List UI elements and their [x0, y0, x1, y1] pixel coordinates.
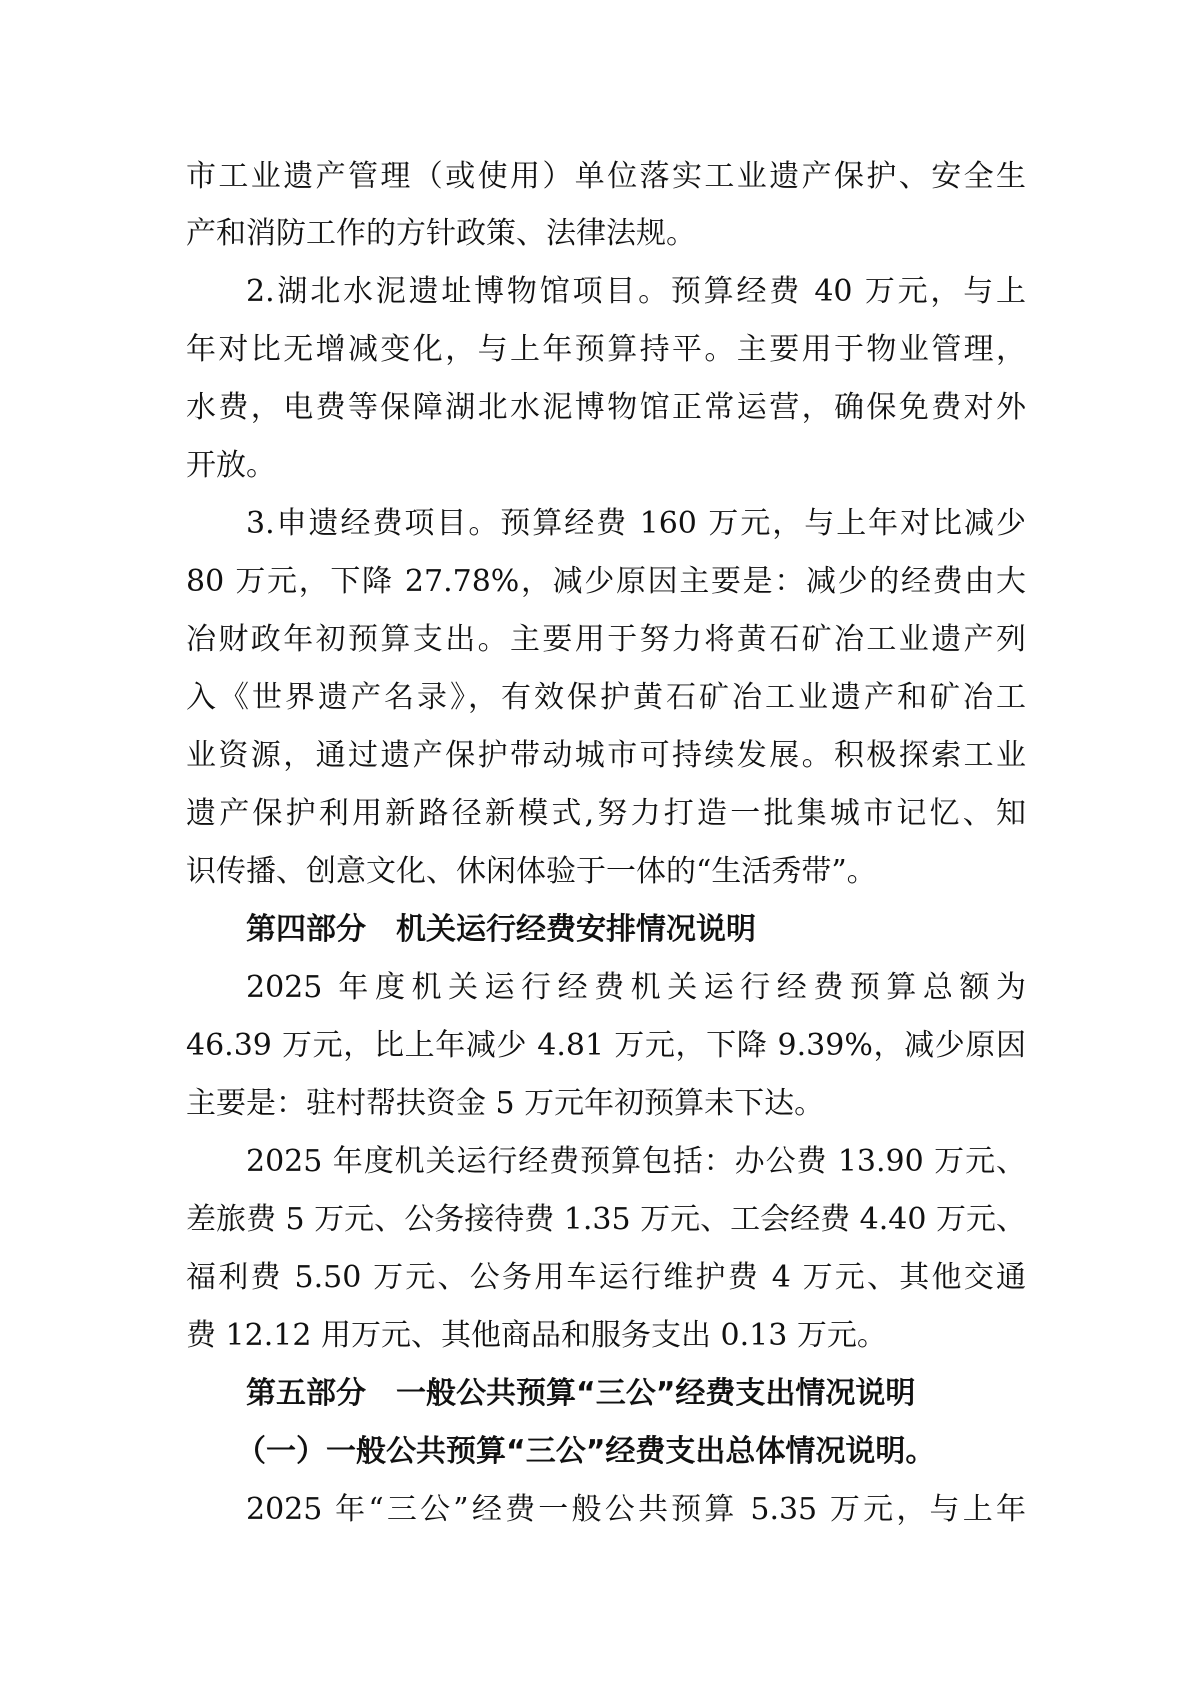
- paragraph-line: 2.湖北水泥遗址博物馆项目。预算经费 40 万元，与上: [246, 274, 1026, 309]
- paragraph-line: 业资源，通过遗产保护带动城市可持续发展。积极探索工业: [186, 738, 1026, 773]
- paragraph-line: 遗产保护利用新路径新模式,努力打造一批集城市记忆、知: [186, 796, 1026, 831]
- paragraph-line: 产和消防工作的方针政策、法律法规。: [186, 216, 696, 251]
- subsection-heading: （一）一般公共预算“三公”经费支出总体情况说明。: [236, 1434, 936, 1469]
- paragraph-line: 2025 年度机关运行经费机关运行经费预算总额为: [246, 970, 1026, 1005]
- paragraph-line: 3.申遗经费项目。预算经费 160 万元，与上年对比减少: [246, 506, 1026, 541]
- section-heading: 第五部分 一般公共预算“三公”经费支出情况说明: [246, 1376, 916, 1411]
- paragraph-line: 2025 年“三公”经费一般公共预算 5.35 万元，与上年: [246, 1492, 1026, 1527]
- paragraph-line: 市工业遗产管理（或使用）单位落实工业遗产保护、安全生: [186, 159, 1026, 194]
- paragraph-line: 识传播、创意文化、休闲体验于一体的“生活秀带”。: [186, 854, 877, 889]
- paragraph-line: 主要是：驻村帮扶资金 5 万元年初预算未下达。: [186, 1086, 825, 1121]
- section-heading: 第四部分 机关运行经费安排情况说明: [246, 912, 756, 947]
- paragraph-line: 水费，电费等保障湖北水泥博物馆正常运营，确保免费对外: [186, 390, 1026, 425]
- paragraph-line: 入《世界遗产名录》，有效保护黄石矿冶工业遗产和矿冶工: [186, 680, 1026, 715]
- paragraph-line: 开放。: [186, 448, 276, 483]
- paragraph-line: 年对比无增减变化，与上年预算持平。主要用于物业管理，: [186, 332, 1026, 367]
- paragraph-line: 冶财政年初预算支出。主要用于努力将黄石矿冶工业遗产列: [186, 622, 1026, 657]
- paragraph-line: 费 12.12 用万元、其他商品和服务支出 0.13 万元。: [186, 1318, 887, 1353]
- paragraph-line: 福利费 5.50 万元、公务用车运行维护费 4 万元、其他交通: [186, 1260, 1026, 1295]
- paragraph-line: 80 万元，下降 27.78%，减少原因主要是：减少的经费由大: [186, 564, 1026, 599]
- paragraph-line: 46.39 万元，比上年减少 4.81 万元，下降 9.39%，减少原因: [186, 1028, 1026, 1063]
- paragraph-line: 差旅费 5 万元、公务接待费 1.35 万元、工会经费 4.40 万元、: [186, 1202, 1026, 1237]
- paragraph-line: 2025 年度机关运行经费预算包括：办公费 13.90 万元、: [246, 1144, 1026, 1179]
